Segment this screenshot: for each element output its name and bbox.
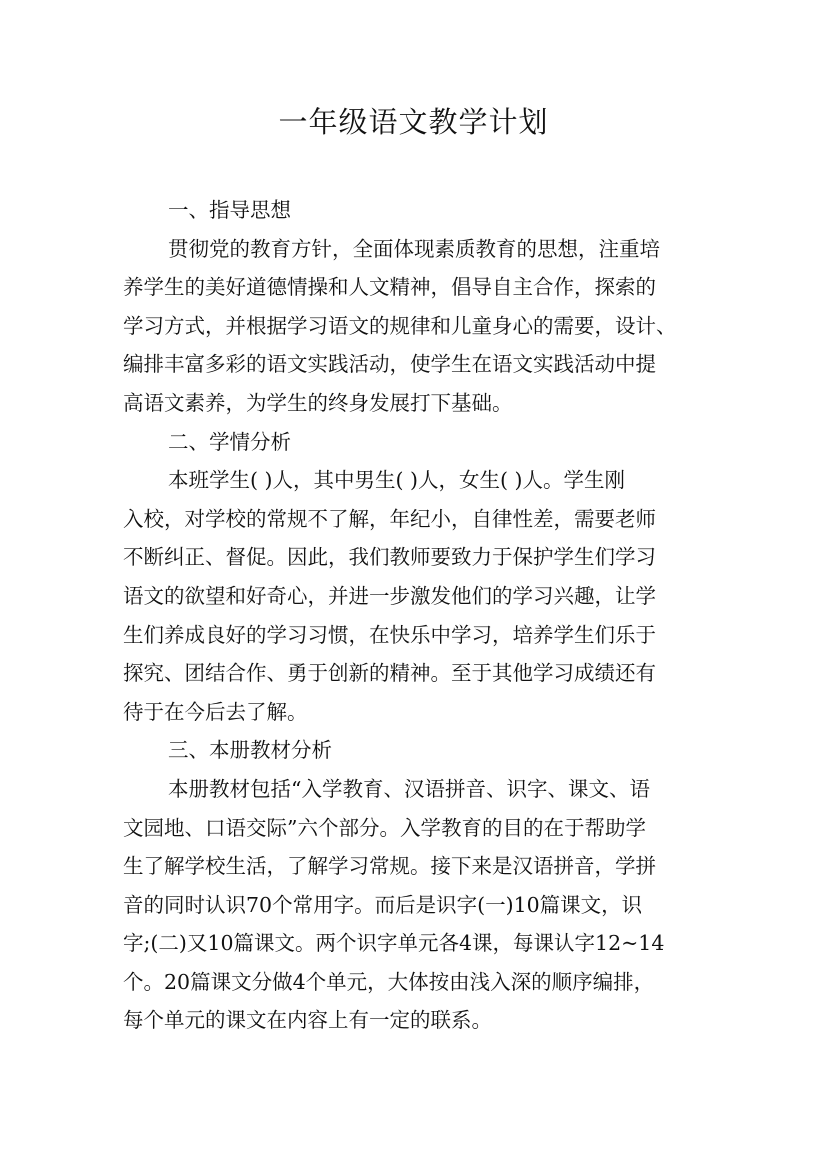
paragraph-line: 待于在今后去了解。 <box>123 699 308 724</box>
paragraph-line: 音的同时认识70个常用字。而后是识字(一)10篇课文，识 <box>123 892 643 917</box>
paragraph-line: 语文的欲望和好奇心，并进一步激发他们的学习兴趣，让学 <box>123 583 656 608</box>
paragraph-line: 字;(二)又10篇课文。两个识字单元各4课，每课认字12~14 <box>123 931 665 956</box>
paragraph-line: 不断纠正、督促。因此，我们教师要致力于保护学生们学习 <box>123 545 656 570</box>
paragraph-line: 养学生的美好道德情操和人文精神，倡导自主合作，探索的 <box>123 275 656 300</box>
paragraph-line: 本册教材包括“入学教育、汉语拼音、识字、课文、语 <box>168 776 650 801</box>
paragraph-line: 每个单元的课文在内容上有一定的联系。 <box>123 1008 492 1033</box>
paragraph-line: 学习方式，并根据学习语文的规律和儿童身心的需要，设计、 <box>123 313 677 338</box>
paragraph-line: 探究、团结合作、勇于创新的精神。至于其他学习成绩还有 <box>123 661 656 686</box>
paragraph-line: 生们养成良好的学习习惯，在快乐中学习，培养学生们乐于 <box>123 622 656 647</box>
section-heading-student-analysis: 二、学情分析 <box>168 429 291 454</box>
paragraph-line: 贯彻党的教育方针，全面体现素质教育的思想，注重培 <box>168 236 660 261</box>
paragraph-line: 高语文素养，为学生的终身发展打下基础。 <box>123 390 513 415</box>
section-heading-guiding-ideology: 一、指导思想 <box>168 198 291 222</box>
paragraph-line: 生了解学校生活，了解学习常规。接下来是汉语拼音，学拼 <box>123 854 656 879</box>
section-heading-textbook-analysis: 三、本册教材分析 <box>168 738 332 763</box>
paragraph-line: 个。20篇课文分做4个单元，大体按由浅入深的顺序编排， <box>123 969 655 994</box>
paragraph-line: 编排丰富多彩的语文实践活动，使学生在语文实践活动中提 <box>123 352 656 377</box>
document-body <box>123 191 705 1040</box>
paragraph-line: 文园地、口语交际”六个部分。入学教育的目的在于帮助学 <box>123 815 646 840</box>
paragraph-line: 入校，对学校的常规不了解，年纪小，自律性差，需要老师 <box>123 506 656 531</box>
paragraph-line: 本班学生( )人，其中男生( )人，女生( )人。学生刚 <box>168 468 626 493</box>
document-title: 一年级语文教学计划 <box>278 105 549 139</box>
